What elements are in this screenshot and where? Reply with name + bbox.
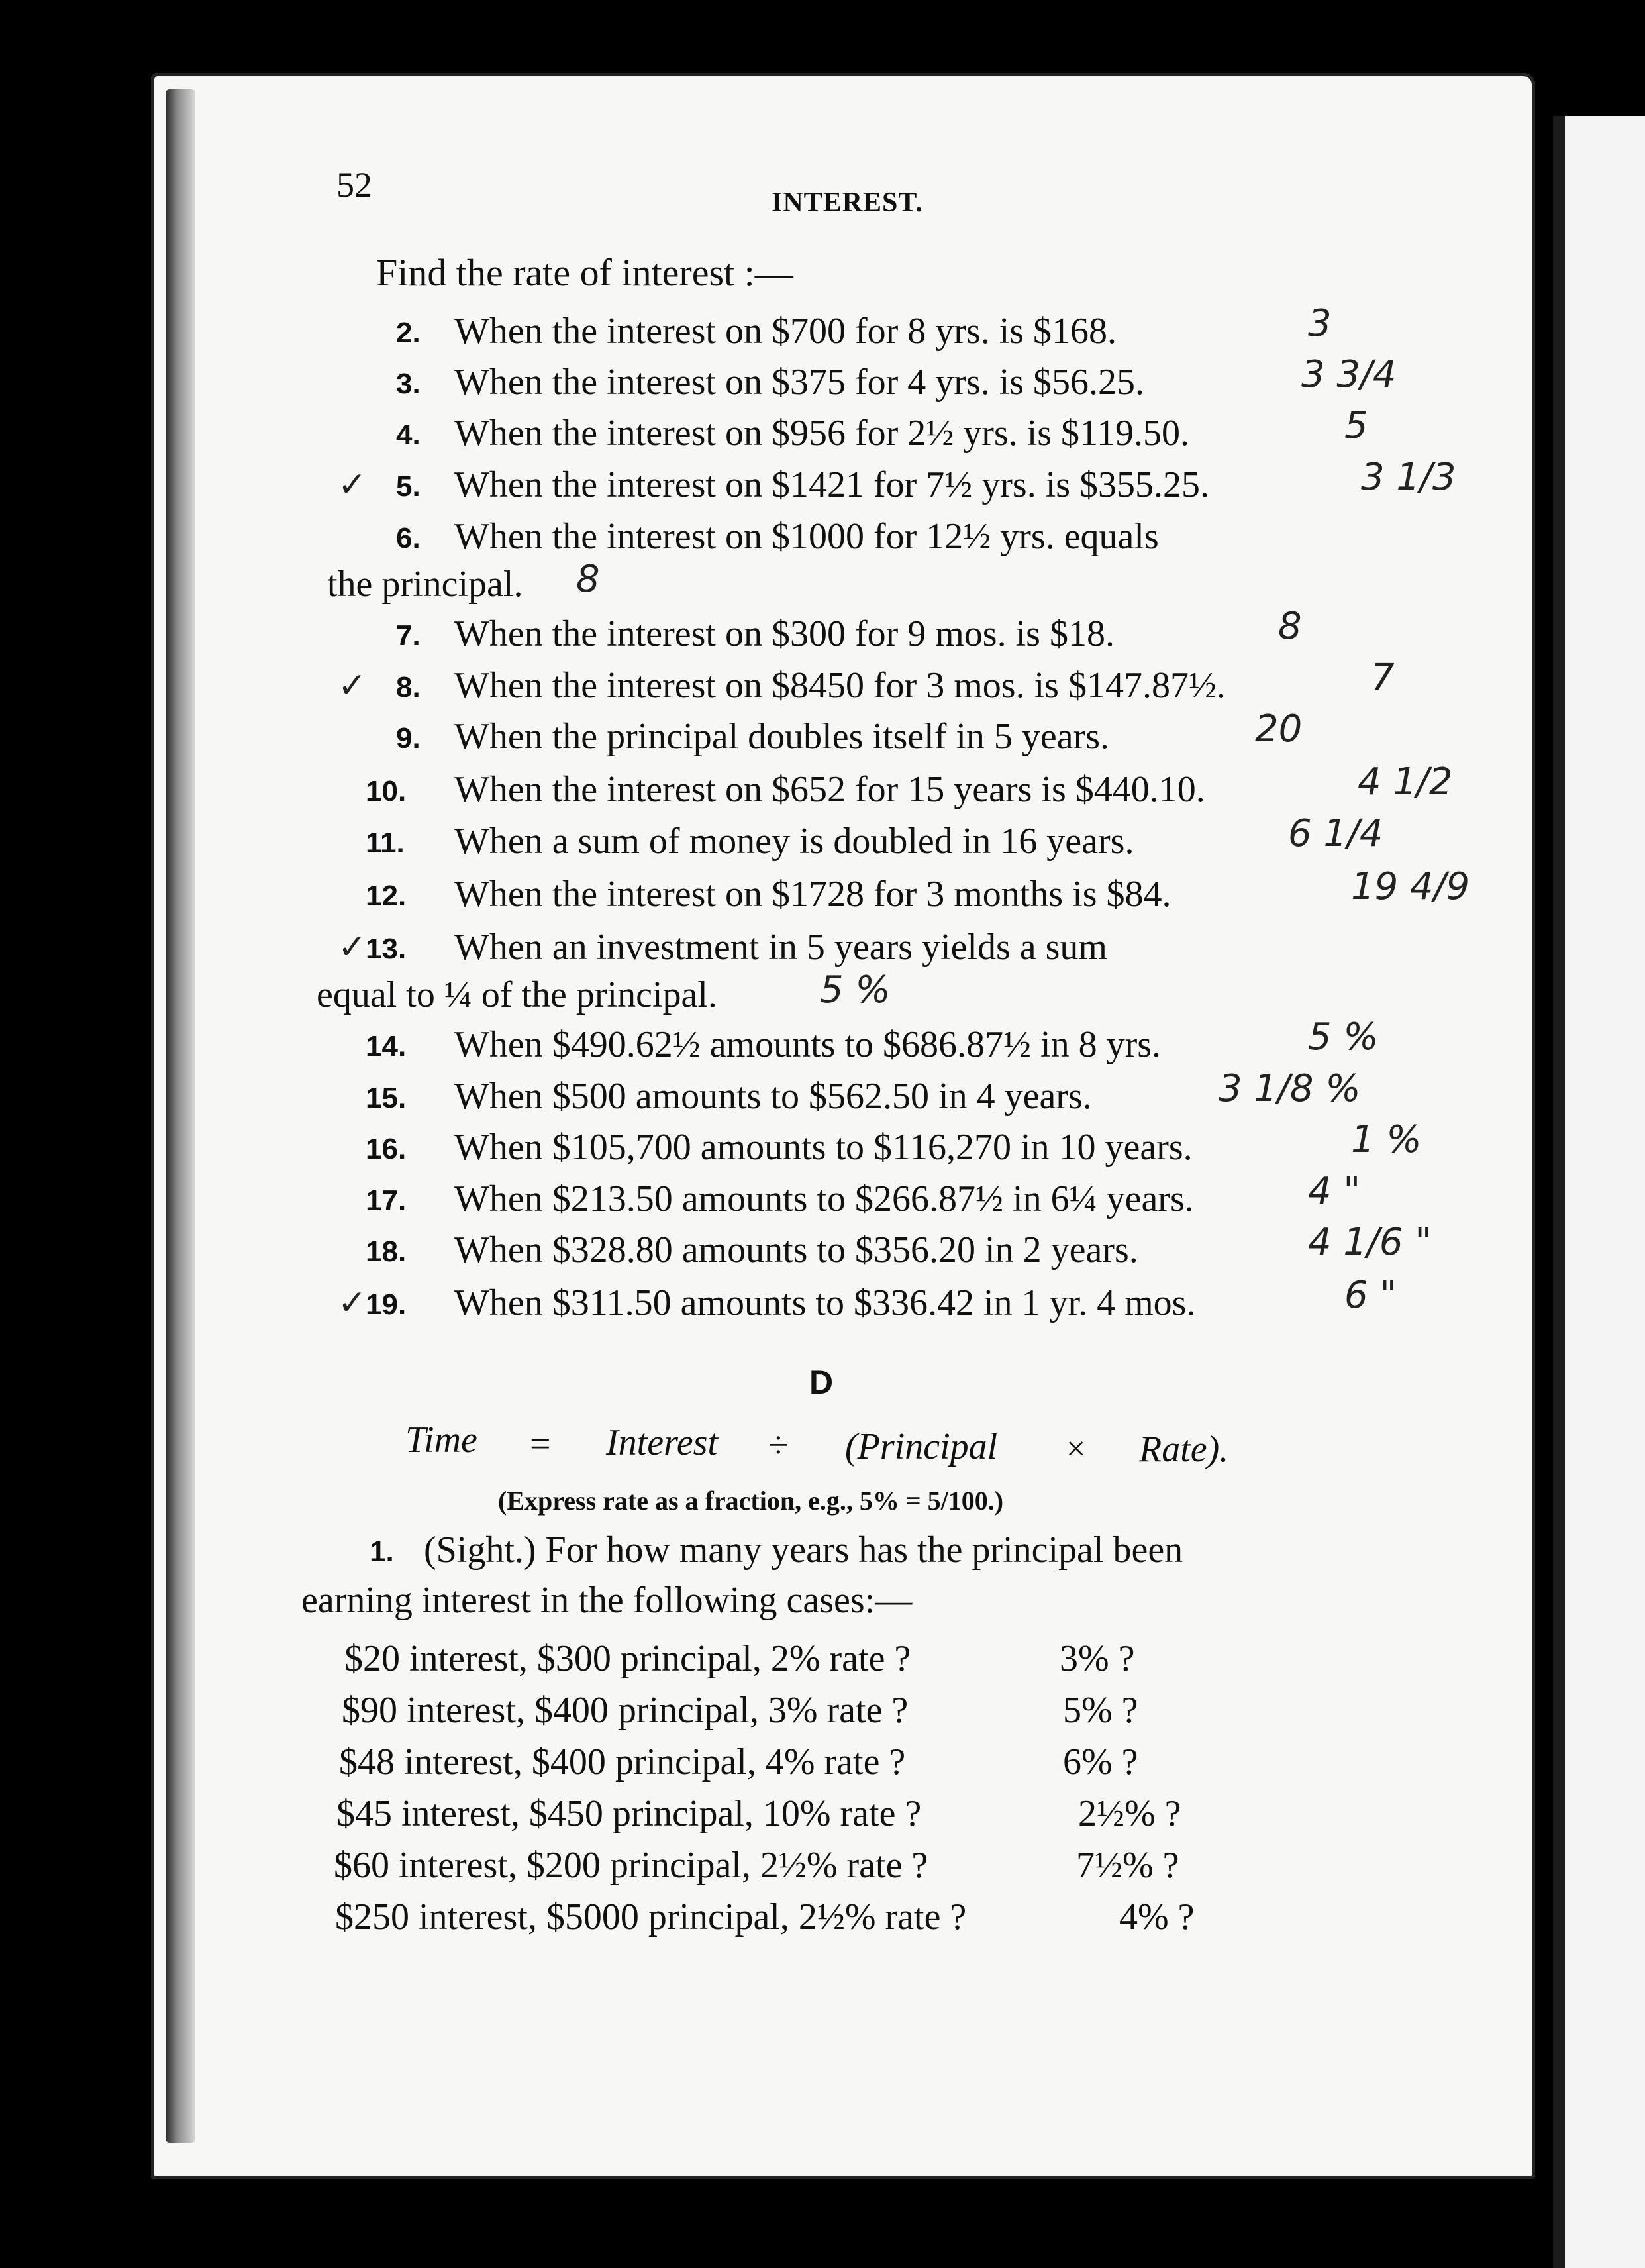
problem-text: When the interest on $8450 for 3 mos. is $147.87½. [454,665,1226,706]
case-text: $48 interest, $400 principal, 4% rate ? [339,1741,906,1782]
handwritten-answer: 7 [1371,656,1395,699]
formula-time: Time [405,1419,477,1461]
problem-number: 2. [396,317,421,349]
problem-number: 14. [366,1030,407,1062]
problem-text: (Sight.) For how many years has the principal been [424,1529,1183,1571]
case-text: $250 interest, $5000 principal, 2½% rate ? [335,1896,967,1937]
handwritten-answer: 5 % [820,968,891,1011]
formula-equals: = [530,1423,551,1465]
case-alternate-rate: 7½% ? [1076,1845,1179,1886]
check-mark: ✓ [338,1283,367,1323]
page-binding-edge [166,89,195,2143]
problem-text: When $490.62½ amounts to $686.87½ in 8 yrs. [454,1024,1162,1065]
handwritten-answer: 4 1/6 " [1308,1221,1432,1264]
case-text: $90 interest, $400 principal, 3% rate ? [342,1690,909,1731]
handwritten-answer: 6 1/4 [1288,812,1383,855]
formula-divide: ÷ [768,1425,789,1466]
problem-number: 12. [366,880,407,912]
handwritten-answer: 3 1/8 % [1219,1067,1361,1110]
problem-text: When the interest on $375 for 4 yrs. is $56.25. [454,362,1145,403]
case-alternate-rate: 6% ? [1063,1741,1138,1782]
formula-rate: Rate). [1139,1429,1229,1470]
problem-text: When an investment in 5 years yields a sum [454,927,1107,968]
handwritten-answer: 3 [1308,302,1332,345]
facing-page-edge [1553,116,1645,2268]
problem-number: 18. [366,1235,407,1268]
page-number: 52 [336,165,372,205]
problem-number: 6. [396,522,421,554]
problem-text: When $500 amounts to $562.50 in 4 years. [454,1076,1092,1117]
problem-text: When the interest on $956 for 2½ yrs. is $119.50. [454,413,1189,454]
case-text: $20 interest, $300 principal, 2% rate ? [344,1638,911,1679]
case-alternate-rate: 3% ? [1060,1638,1135,1679]
problem-number: 10. [366,775,407,807]
case-text: $45 interest, $450 principal, 10% rate ? [336,1793,922,1834]
problem-number: 3. [396,368,421,400]
problem-text: When the interest on $1728 for 3 months is $84. [454,874,1171,915]
problem-text: When $311.50 amounts to $336.42 in 1 yr. 4 mos. [454,1282,1196,1323]
problem-number: 8. [396,671,421,703]
formula-note: (Express rate as a fraction, e.g., 5% = 5/100.) [498,1486,1004,1516]
check-mark: ✓ [338,666,367,705]
check-mark: ✓ [338,465,367,505]
problem-text: When the interest on $1000 for 12½ yrs. equals [454,516,1159,557]
handwritten-answer: 20 [1255,707,1303,750]
handwritten-answer: 4 1/2 [1358,760,1453,803]
problem-text: When $328.80 amounts to $356.20 in 2 years. [454,1229,1138,1270]
problem-number: 15. [366,1082,407,1114]
problem-text: When the interest on $1421 for 7½ yrs. is $355.25. [454,464,1210,505]
case-alternate-rate: 4% ? [1119,1896,1195,1937]
handwritten-answer: 5 % [1308,1015,1379,1058]
handwritten-answer: 1 % [1351,1118,1422,1161]
formula-principal: (Principal [845,1426,998,1467]
case-alternate-rate: 2½% ? [1078,1793,1181,1834]
handwritten-answer: 4 " [1308,1170,1361,1213]
section-heading: D [809,1364,834,1401]
problem-continuation: equal to ¼ of the principal. [317,974,717,1015]
problem-text: When the interest on $300 for 9 mos. is $18. [454,613,1115,654]
problem-number: 16. [366,1133,407,1165]
problem-number: 1. [370,1535,394,1568]
problem-continuation: earning interest in the following cases:— [301,1580,913,1621]
problem-number: 13. [366,933,407,965]
problem-continuation: the principal. [327,564,523,605]
problem-number: 7. [396,619,421,652]
formula-times: × [1066,1430,1086,1468]
problem-number: 17. [366,1184,407,1217]
problem-text: When the interest on $700 for 8 yrs. is $168. [454,311,1117,352]
problem-number: 5. [396,470,421,503]
problem-text: When a sum of money is doubled in 16 years. [454,821,1134,862]
problem-number: 9. [396,722,421,754]
problem-text: When the principal doubles itself in 5 years. [454,716,1110,757]
problem-text: When the interest on $652 for 15 years is $440.10. [454,769,1205,810]
formula-interest: Interest [606,1422,718,1463]
section-intro: Find the rate of interest :— [376,251,793,294]
case-text: $60 interest, $200 principal, 2½% rate ? [334,1845,928,1886]
handwritten-answer: 6 " [1344,1274,1397,1317]
problem-text: When $105,700 amounts to $116,270 in 10 years. [454,1127,1193,1168]
check-mark: ✓ [338,927,367,967]
handwritten-answer: 3 1/3 [1361,456,1456,499]
problem-number: 11. [366,827,405,859]
running-head: INTEREST. [772,187,923,218]
handwritten-answer: 5 [1344,404,1368,447]
problem-text: When $213.50 amounts to $266.87½ in 6¼ years. [454,1178,1194,1219]
handwritten-answer: 8 [1278,605,1302,648]
problem-number: 19. [366,1288,407,1321]
case-alternate-rate: 5% ? [1063,1690,1138,1731]
handwritten-answer: 19 4/9 [1351,865,1470,908]
problem-number: 4. [396,419,421,451]
handwritten-answer: 8 [576,558,600,601]
handwritten-answer: 3 3/4 [1301,353,1397,396]
